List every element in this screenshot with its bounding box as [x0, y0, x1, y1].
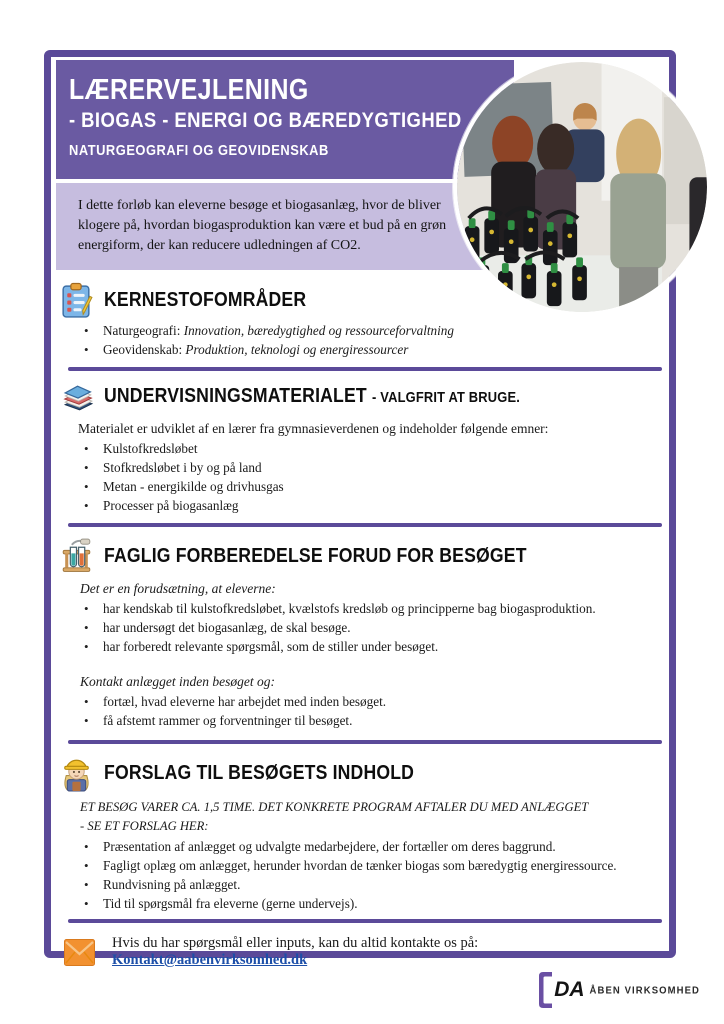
section-materiale-title [104, 384, 520, 408]
forberedelse-list-1 [56, 599, 668, 656]
forberedelse-lead-1: Det er en forudsætning, at eleverne: [80, 581, 276, 596]
section-kernestof-title: KERNESTOFOMRÅDER [104, 288, 307, 311]
section-divider [68, 523, 662, 527]
worker-icon [58, 755, 95, 792]
bullet-lead: Geovidenskab: [103, 342, 183, 357]
forslag-lead-line1: ET BESØG VARER CA. 1,5 TIME. DET KONKRETE PROGRAM AFTALER DU MED ANLÆGGET [80, 800, 589, 814]
materiale-intro: Materialet er udviklet af en lærer fra gymnasieverdenen og indeholder følgende emner: [78, 421, 549, 436]
section-forslag-title: FORSLAG TIL BESØGETS INDHOLD [104, 761, 415, 784]
list-item: • Metan - energikilde og drivhusgas [56, 477, 668, 496]
list-item: • Stofkredsløbet i by og på land [56, 458, 668, 477]
intro-box [56, 183, 514, 270]
list-item: • Præsentation af anlægget og udvalgte medarbejdere, der fortæller om deres baggrund. [56, 837, 668, 856]
bullet-detail: Innovation, bæredygtighed og ressourceforvaltning [183, 323, 454, 338]
books-icon [58, 378, 95, 415]
content [56, 277, 668, 969]
list-item: • Tid til spørgsmål fra eleverne (gerne undervejs). [56, 894, 668, 913]
list-item: • har forberedt relevante spørgsmål, som de stiller under besøget. [56, 637, 668, 656]
forslag-lead-line2: - SE ET FORSLAG HER: [80, 819, 209, 833]
list-item: • Fagligt oplæg om anlægget, herunder hvordan de tænker biogas som bæredygtig energiressource. [56, 856, 668, 875]
document-frame [44, 50, 676, 968]
contact-bar [64, 935, 668, 969]
section-divider [68, 919, 662, 923]
list-item: • Kulstofkredsløbet [56, 439, 668, 458]
classroom-photo [453, 58, 711, 316]
list-item: • har kendskab til kulstofkredsløbet, kvælstofs kredsløb og principperne bag biogasproduktion. [56, 599, 668, 618]
brand-logo [538, 972, 700, 1008]
contact-message: Hvis du har spørgsmål eller inputs, kan du altid kontakte os på: [112, 935, 479, 951]
logo-initials: DA [554, 978, 585, 1001]
section-divider [68, 740, 662, 744]
page-subtitle: - BIOGAS - ENERGI OG BÆREDYGTIGHED [69, 108, 462, 132]
section-divider [68, 367, 662, 371]
list-item [56, 321, 668, 340]
section-materiale-header [58, 377, 668, 415]
clipboard-icon [58, 282, 95, 319]
section-forberedelse-title: FAGLIG FORBEREDELSE FORUD FOR BESØGET [104, 544, 527, 567]
bullet-detail: Produktion, teknologi og energiressourcer [185, 342, 409, 357]
page-tagline: NATURGEOGRAFI OG GEOVIDENSKAB [69, 142, 329, 159]
forslag-list [56, 837, 668, 913]
list-item: • Rundvisning på anlægget. [56, 875, 668, 894]
contact-text [112, 935, 668, 969]
section-forberedelse-header [58, 537, 668, 575]
title-suffix: - VALGFRIT AT BRUGE. [372, 389, 520, 406]
test-tubes-icon [58, 538, 95, 575]
section-forslag-header [58, 754, 668, 792]
bullet-lead: Naturgeografi: [103, 323, 181, 338]
forberedelse-list-2 [56, 692, 668, 730]
classroom-photo-illustration [457, 62, 707, 312]
logo-name: ÅBEN VIRKSOMHED [589, 983, 700, 997]
header [56, 60, 514, 179]
list-item: • fortæl, hvad eleverne har arbejdet med inden besøget. [56, 692, 668, 711]
materiale-list [56, 439, 668, 515]
envelope-icon [64, 939, 95, 966]
list-item [56, 340, 668, 359]
title-main: UNDERVISNINGSMATERIALET [104, 384, 367, 407]
bracket-icon [538, 972, 553, 1008]
intro-text: I dette forløb kan eleverne besøge et biogasanlæg, hvor de bliver klogere på, hvordan biogasproduktion kan være et bud på en grøn energiform, der kan reducere udledningen af CO2. [78, 198, 447, 253]
list-item: • har undersøgt det biogasanlæg, de skal besøge. [56, 618, 668, 637]
page-title: LÆRERVEJLENING [69, 74, 309, 106]
contact-email-link[interactable]: Kontakt@aabenvirksomhed.dk [112, 952, 308, 968]
forberedelse-lead-2: Kontakt anlægget inden besøget og: [80, 674, 275, 689]
kernestof-list [56, 321, 668, 359]
list-item: • få afstemt rammer og forventninger til besøget. [56, 711, 668, 730]
list-item: • Processer på biogasanlæg [56, 496, 668, 515]
